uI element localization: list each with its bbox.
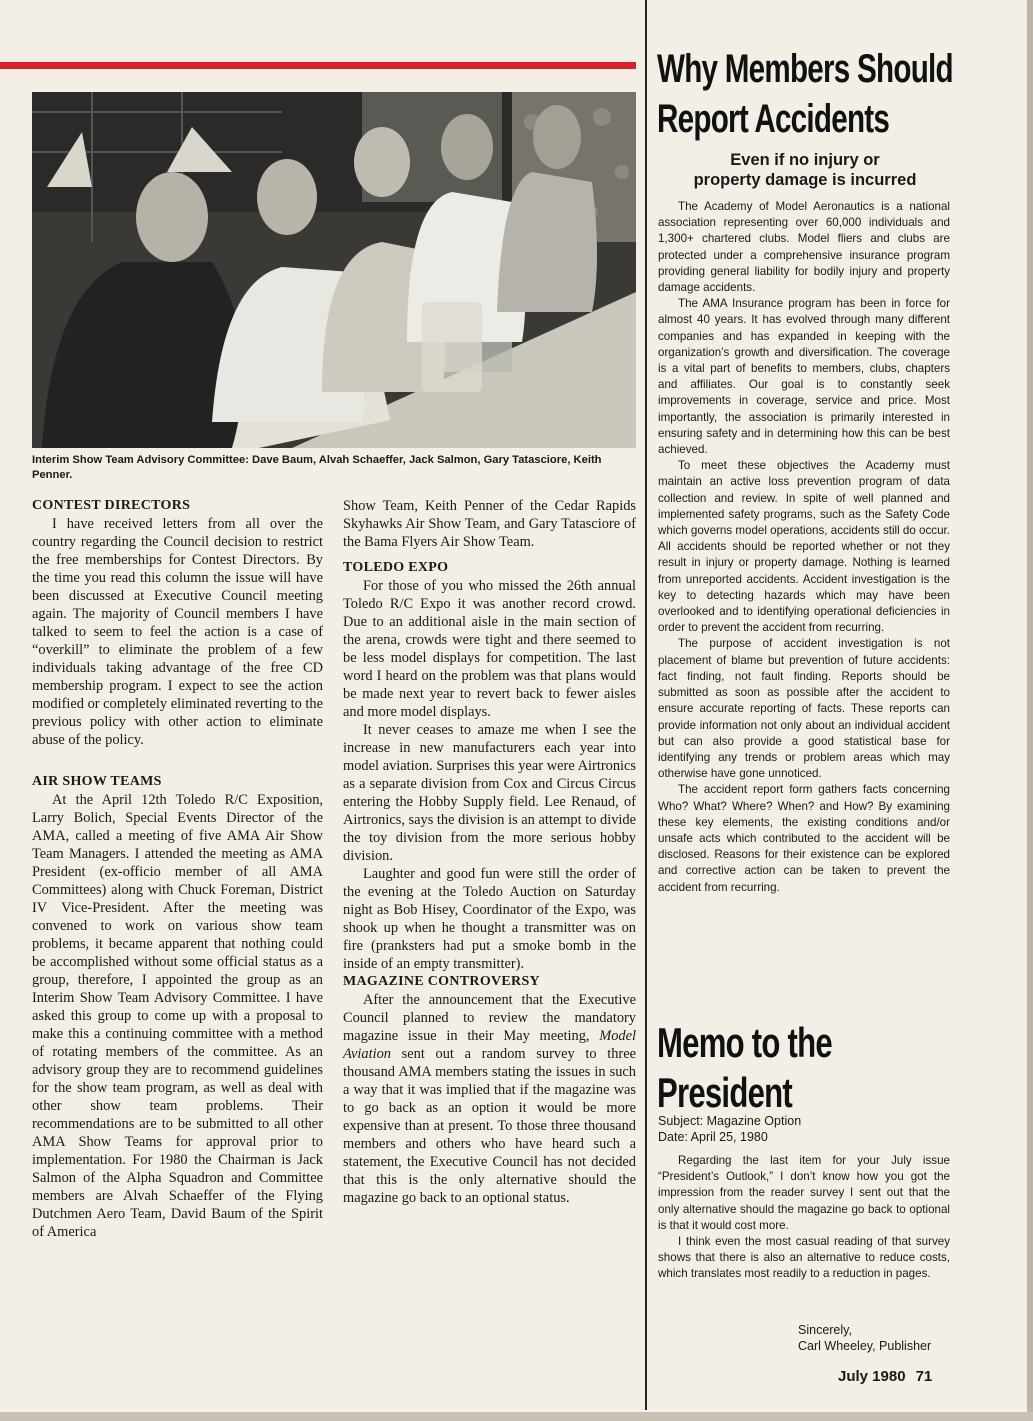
page-bottom-edge xyxy=(0,1412,1033,1421)
article-column-1 xyxy=(32,497,323,1241)
committee-photo xyxy=(32,92,636,448)
article-column-2 xyxy=(343,497,636,1207)
headline-line: President xyxy=(657,1069,792,1116)
issue-date: July 1980 xyxy=(838,1368,906,1385)
accidents-subhead xyxy=(660,150,950,190)
subhead-line: property damage is incurred xyxy=(693,171,917,189)
subhead-line: Even if no injury or xyxy=(730,151,880,169)
memo-meta xyxy=(658,1113,801,1145)
column-divider xyxy=(645,0,647,1410)
memo-subject: Subject: Magazine Option xyxy=(658,1114,802,1128)
page-footer xyxy=(838,1368,932,1385)
section-heading-contest-directors: CONTEST DIRECTORS xyxy=(32,498,191,513)
paragraph: It never ceases to amaze me when I see the increase in new manufacturers each year into model aviation. Surprises this year were Airtronics as a separate division from Cox and Circus Circus entering the Hobby Supply field. Lee Renaud, of Airtronics, says the division is an attempt to divide the toy division from the more serious hobby division. xyxy=(343,722,636,864)
section-heading-air-show-teams: AIR SHOW TEAMS xyxy=(32,774,162,789)
memo-closing: Sincerely, xyxy=(798,1323,852,1337)
memo-date: Date: April 25, 1980 xyxy=(658,1130,768,1144)
magazine-title: Model Aviation xyxy=(343,1028,636,1062)
red-rule xyxy=(0,62,636,69)
memo-signoff xyxy=(798,1322,931,1354)
memo-body xyxy=(658,1153,950,1283)
paragraph: The purpose of accident investigation is not placement of blame but prevention of future accidents: fact finding, not fault finding. Reports should be submitted as soon as possible after the accident to ensure accurate reporting of facts. These reports can provide information not only about an individual accident but can also provide a good statistical base for identifying any trends or problem areas which may otherwise have gone unnoticed. xyxy=(658,637,950,781)
paragraph: To meet these objectives the Academy must maintain an active loss prevention program of data collection and review. In spite of well planned and implemented safety programs, such as the Safety Code which governs model operations, accidents still do occur. All accidents should be reported whether or not they result in injury or property damage. Nothing is learned from unreported accidents. Accident investigation is the key to detecting hazards which may have been overlooked and to identifying operational deficiencies in order to prevent the accident from recurring. xyxy=(658,459,950,635)
paragraph: At the April 12th Toledo R/C Exposition, Larry Bolich, Special Events Director of the AMA, called a meeting of five AMA Air Show Team Managers. I attended the meeting as AMA President (ex-officio member of all AMA Committees) along with Chuck Foreman, District IV Vice-President. After the meeting was convened to work on various show team problems, it became apparent that nothing could be accomplished without some official status as a group, therefore, I appointed the group as an Interim Show Team Advisory Committee. I have asked this group to come up with a proposal to make this a continuing committee with a method of rotating members of the committee. As an advisory group they are to recommend guidelines for the show team program, as well as deal with other show team problems. Their recommendations are to be submitted to all other AMA Show Teams for approval prior to implementation. For 1980 the Chairman is Jack Salmon of the Alpha Squadron and Committee members are Alvah Schaeffer of the Flying Dutchmen Aero Team, David Baum of the Spirit of America xyxy=(32,792,323,1240)
headline-line: Report Accidents xyxy=(657,97,890,141)
paragraph: Regarding the last item for your July issue “President’s Outlook,” I don’t know how you got the impression from the reader survey I sent out that the only alternative should the magazine go back to optional is that it would cost more. xyxy=(658,1154,950,1232)
section-heading-toledo-expo: TOLEDO EXPO xyxy=(343,560,449,575)
paragraph-continued: Show Team, Keith Penner of the Cedar Rapids Skyhawks Air Show Team, and Gary Tatasciore of the Bama Flyers Air Show Team. xyxy=(343,498,636,550)
page-number: 71 xyxy=(915,1368,933,1385)
paragraph: I have received letters from all over the country regarding the Council decision to restrict the free memberships for Contest Directors. By the time you read this column the issue will have been discussed at Executive Council meeting again. The majority of Council members I have talked to seem to feel the action is a case of “overkill” to eliminate the problem of a few individuals taking advantage of the free CD membership program. I expect to see the action modified or completely eliminated reverting to the previous policy with other action to eliminate abuse of the policy. xyxy=(32,516,323,748)
accidents-headline xyxy=(657,44,953,144)
paragraph: I think even the most casual reading of that survey shows that there is also an alternative to reduce costs, which translates most readily to a reduction in pages. xyxy=(658,1235,950,1281)
section-heading-magazine-controversy: MAGAZINE CONTROVERSY xyxy=(343,974,540,989)
photo-caption: Interim Show Team Advisory Committee: Dave Baum, Alvah Schaeffer, Jack Salmon, Gary Tatasciore, Keith Penner. xyxy=(32,454,602,481)
headline-line: Memo to the xyxy=(657,1019,832,1066)
paragraph-text: After the announcement that the Executive Council planned to review the mandatory magazine issue in their May meeting, xyxy=(343,992,636,1044)
memo-headline xyxy=(657,1018,953,1118)
paragraph: The AMA Insurance program has been in force for almost 40 years. It has evolved through many different companies and has expanded in keeping with the organization’s growth and diversification. The coverage is a vital part of benefits to members, clubs, chapters and affiliates. Our goal is to constantly seek improvements in coverage, service and price. Most importantly, the association is primarily interested in ensuring safety and in determining how this can be best achieved. xyxy=(658,297,950,457)
page-edge xyxy=(1027,0,1033,1421)
paragraph: For those of you who missed the 26th annual Toledo R/C Expo it was another record crowd. Due to an additional aisle in the main section of the arena, crowds were tight and there seemed to be less model displays for competition. The last word I heard on the problem was that plans would be made next year to revert back to fewer aisles and more model displays. xyxy=(343,578,636,720)
memo-signature: Carl Wheeley, Publisher xyxy=(798,1339,932,1353)
paragraph: The Academy of Model Aeronautics is a national association representing over 60,000 individuals and 1,300+ chartered clubs. Model fliers and clubs are protected under a comprehensive insurance program providing general liability for bodily injury and property damage accidents. xyxy=(658,200,950,295)
paragraph-text: sent out a random survey to three thousand AMA members stating the issues in such a way that it was implied that if the magazine was to go back as an option it would be more expensive than at present. To those three thousand members and others who have heard such a statement, the Executive Council has not decided that this is the only alternative should the magazine go back to an optional status. xyxy=(343,1046,636,1206)
paragraph: Laughter and good fun were still the order of the evening at the Toledo Auction on Saturday night as Bob Hisey, Coordinator of the Expo, was shook up when he thought a transmitter was on fire (pranksters had put a smoke bomb in the inside of an empty transmitter). xyxy=(343,866,636,972)
paragraph xyxy=(343,991,636,1207)
headline-line: Why Members Should xyxy=(657,47,953,91)
accidents-body xyxy=(658,199,950,896)
paragraph: The accident report form gathers facts concerning Who? What? Where? When? and How? By examining these key elements, the existing conditions and/or unsafe acts which contributed to the accident will be disclosed. Reasons for their existence can be explored and corrective action can be taken to prevent the accident from recurring. xyxy=(658,783,950,894)
